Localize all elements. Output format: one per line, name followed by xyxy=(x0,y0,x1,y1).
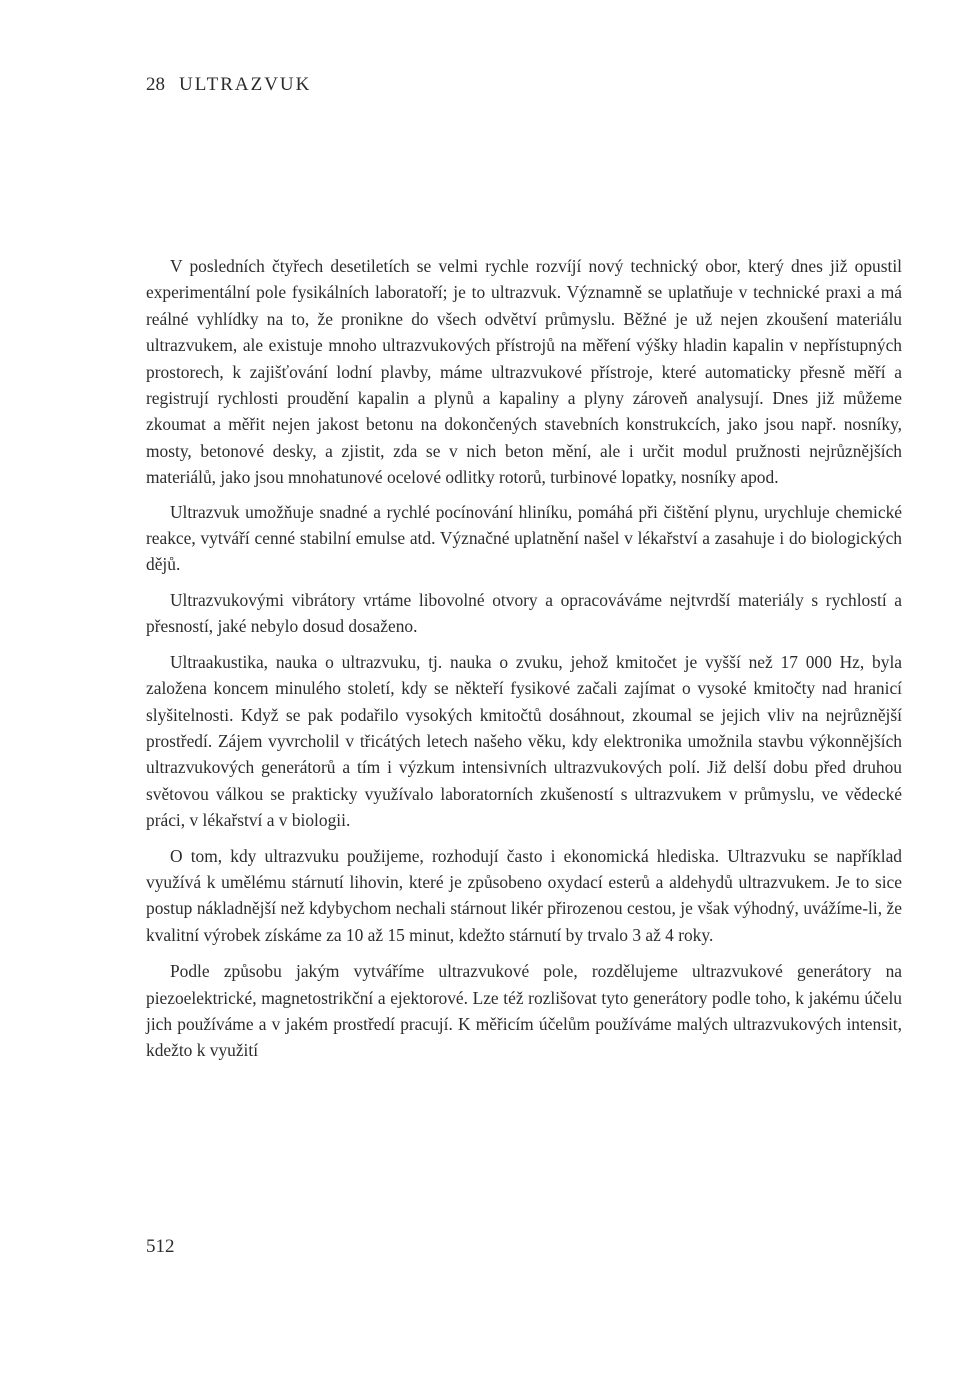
header-title: ULTRAZVUK xyxy=(179,74,312,95)
folio-number: 512 xyxy=(146,1236,175,1257)
paragraph: O tom, kdy ultrazvuku použijeme, rozhodují často i ekonomická hlediska. Ultrazvuku se například využívá k umělému stárnutí lihovin, které je způsobeno oxydací esterů a aldehydů ultrazvukem. Je to sice postup nákladnější než kdybychom nechali stárnout likér přirozenou cestou, je však výhodný, uvážíme-li, že kvalitní výrobek získáme za 10 až 15 minut, kdežto stárnutí by trvalo 3 až 4 roky. xyxy=(146,845,902,945)
paragraph: Ultrazvukovými vibrátory vrtáme libovolné otvory a opracováváme nejtvrdší materiály s rychlostí a přesností, jaké nebylo dosud dosaženo. xyxy=(146,589,902,637)
header-page-number: 28 xyxy=(146,74,165,95)
running-head xyxy=(146,74,311,96)
paragraph: Ultraakustika, nauka o ultrazvuku, tj. nauka o zvuku, jehož kmitočet je vyšší než 17 000 Hz, byla založena koncem minulého století, kdy se někteří fysikové začali zajímat o vysoké kmitočty nad hranicí slyšitelnosti. Když se pak podařilo vysokých kmitočtů dosáhnout, zkoumal se jejich vliv na nejrůznější prostředí. Zájem vyvrcholil v třicátých letech našeho věku, kdy elektronika umožnila stavbu výkonnějších ultrazvukových generátorů a tím i výzkum intensivních ultrazvukových polí. Již delší dobu před druhou světovou válkou se prakticky využívalo laboratorních zkušeností s ultrazvukem v průmyslu, ve vědecké práci, v lékařství a v biologii. xyxy=(146,651,902,831)
paragraph: Podle způsobu jakým vytváříme ultrazvukové pole, rozdělujeme ultrazvukové generátory na piezoelektrické, magnetostrikční a ejektorové. Lze též rozlišovat tyto generátory podle toho, k jakému účelu jich používáme a v jakém prostředí pracují. K měřicím účelům používáme malých ultrazvukových intensit, kdežto k využití xyxy=(146,961,902,1061)
paragraph: Ultrazvuk umožňuje snadné a rychlé pocínování hliníku, pomáhá při čištění plynu, urychluje chemické reakce, vytváří cenné stabilní emulse atd. Význačné uplatnění našel v lékařství a zasahuje i do biologických dějů. xyxy=(146,501,902,575)
body-text xyxy=(146,253,902,1064)
paragraph: V posledních čtyřech desetiletích se velmi rychle rozvíjí nový technický obor, který dnes již opustil experimentální pole fysikálních laboratoří; je to ultrazvuk. Významně se uplatňuje v technické praxi a má reálné vyhlídky na to, že pronikne do všech odvětví průmyslu. Běžné je už nejen zkoušení materiálu ultrazvukem, ale existuje mnoho ultrazvukových přístrojů na měření výšky hladin kapalin v nepřístupných prostorech, k zajišťování lodní plavby, máme ultrazvukové přístroje, které automaticky přesně měří a registrují rychlosti proudění kapalin a plynů a kapaliny a plyny zároveň analysují. Dnes již můžeme zkoumat a měřit nejen jakost betonu na dokončených stavebních konstrukcích, jako jsou např. nosníky, mosty, betonové desky, a zjistit, zda se v nich beton mění, ale i určit modul pružnosti nejrůznějších materiálů, jako jsou mnohatunové ocelové odlitky rotorů, turbinové lopatky, nosníky apod. xyxy=(146,256,902,488)
